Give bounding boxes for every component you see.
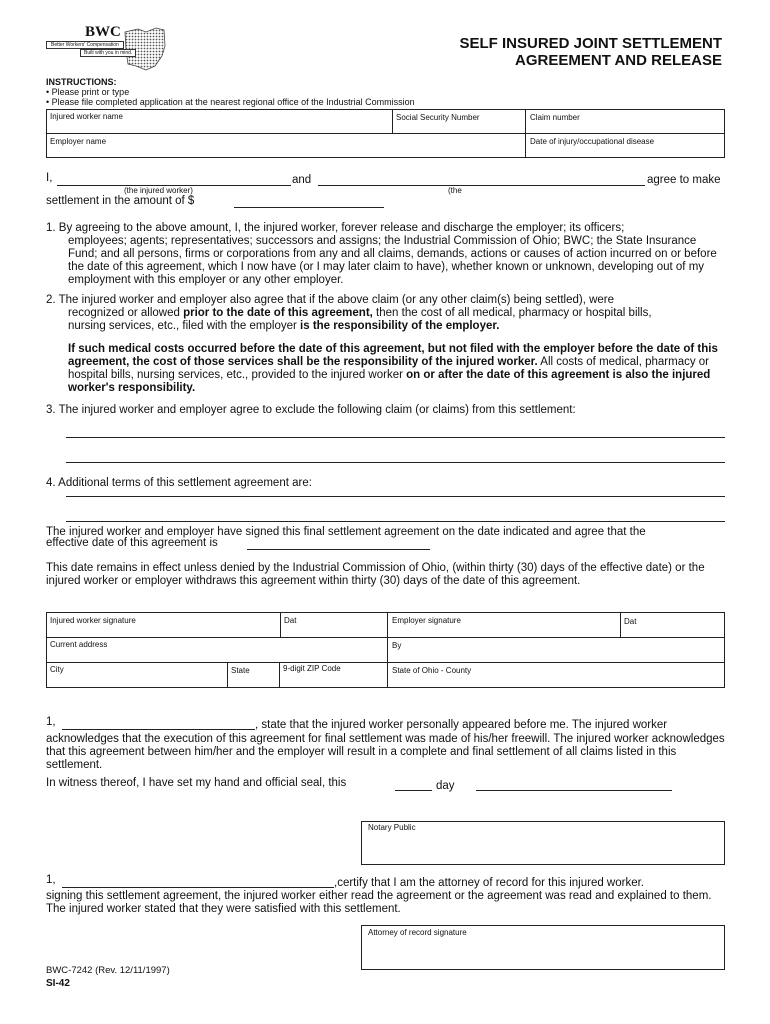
notary-text: acknowledges that the execution of this agreement for final settlement was made of his/her freewill. The injured worker acknowledges that this agreement between him/her and the employer will result in a complete and final settlement of all claims listed in this settlement. [46,733,725,771]
injured-worker-date-field[interactable]: Dat [284,616,297,625]
instruction-item: • Please print or type [46,87,130,97]
city-field[interactable]: City [50,665,64,674]
clause-2-bold: If such medical costs occurred before the date of this agreement, but not filed with the employer before the date of this agreement, the cost of those services shall be the responsibility of the injured worker. [68,343,718,368]
clause-2-text: recognized or allowed [68,307,184,319]
form-number: BWC-7242 (Rev. 12/11/1997) [46,965,170,976]
settlement-amount-label: settlement in the amount of $ [46,195,195,207]
witness-month-blank[interactable] [476,790,672,791]
additional-terms-line[interactable] [66,521,725,522]
attorney-signature-label: Attorney of record signature [368,928,467,937]
logo-tagline-2: Built with you in mind. [80,49,136,57]
notary-one: 1, [46,716,56,728]
claim-number-field[interactable]: Claim number [530,113,580,122]
attorney-name-blank[interactable] [62,887,334,888]
agree-to-make: agree to make [647,174,721,186]
employer-date-field[interactable]: Dat [624,617,637,626]
ssn-field[interactable]: Social Security Number [396,113,480,122]
attorney-certify: ,certify that I am the attorney of record for this injured worker. [334,877,644,889]
clause-2 [46,294,726,395]
witness-day-label: day [436,780,455,792]
effective-date-label: effective date of this agreement is [46,537,218,549]
clause-3: 3. The injured worker and employer agree to exclude the following claim (or claims) from this settlement: [46,404,576,416]
employer-signature-field[interactable]: Employer signature [392,616,461,625]
clause-2-bold: is the responsibility of the employer. [300,320,500,332]
employer-name-field[interactable]: Employer name [50,137,107,146]
agree-i: I, [46,172,53,184]
title-line-1: SELF INSURED JOINT SETTLEMENT [459,35,722,52]
notary-name-blank[interactable] [62,729,255,730]
date-of-injury-field[interactable]: Date of injury/occupational disease [530,137,655,146]
injured-worker-signature-field[interactable]: Injured worker signature [50,616,136,625]
clause-1 [46,222,726,287]
exclude-claim-line[interactable] [66,437,725,438]
logo-brand: BWC [85,24,121,40]
clause-4: 4. Additional terms of this settlement agreement are: [46,477,312,489]
clause-2-text: All costs of medical, pharmacy or hospital bills, nursing services, etc., provided to the injured worker [68,356,710,381]
injured-worker-name-field[interactable]: Injured worker name [50,112,123,121]
instruction-item: • Please file completed application at the nearest regional office of the Industrial Commission [46,97,415,107]
attorney-text: signing this settlement agreement, the injured worker either read the agreement or the agreement was read and explained to them. The injured worker stated that they were satisfied with this settlement. [46,890,712,915]
clause-2-bold: prior to the date of this agreement, [183,307,373,319]
bwc-logo [40,24,170,74]
clause-2-first-line: 2. The injured worker and employer also agree that if the above claim (or any other claim(s) being settled), were [46,294,615,306]
clause-2-bold: on or after the date of this agreement is also the injured worker's responsibility. [68,369,711,394]
zip-code-field[interactable]: 9-digit ZIP Code [283,664,341,673]
attorney-one: 1, [46,874,56,886]
title-line-2: AGREEMENT AND RELEASE [515,52,722,69]
agree-and: and [292,174,312,186]
notary-public-label: Notary Public [368,823,416,832]
injured-worker-caption: (the injured worker) [124,186,193,195]
by-field[interactable]: By [392,641,402,650]
instructions [46,77,415,107]
clause-1-body: employees; agents; representatives; successors and assigns; the Industrial Commission of Ohio; BWC; the State Insurance Fund; and all persons, firms or corporations from any and all claims, demands, actions or causes of action incurred on or before the date of this agreement, which I now have (or I may later claim to have), whether known or unknown, developing out of my employment with this employer or any other employer. [68,235,717,286]
clause-2-text: nursing services, etc., filed with the employer [68,320,301,332]
witness-statement: In witness thereof, I have set my hand and official seal, this [46,777,347,789]
signed-statement: The injured worker and employer have signed this final settlement agreement on the date indicated and agree that the [46,526,646,538]
witness-day-blank[interactable] [395,790,432,791]
instructions-heading: INSTRUCTIONS: [46,77,117,87]
logo-tagline-1: Better Workers' Compensation [46,41,124,49]
effective-date-blank[interactable] [247,549,430,550]
form-code: SI-42 [46,978,70,989]
clause-2-text: then the cost of all medical, pharmacy or hospital bills, [372,307,652,319]
notary-state-that: , state that the injured worker personally appeared before me. The injured worker [255,719,668,731]
exclude-claim-line[interactable] [66,462,725,463]
page-title [400,35,722,69]
additional-terms-line[interactable] [66,496,725,497]
notary-public-box[interactable] [361,821,725,865]
employer-blank[interactable] [318,185,645,186]
date-remains-statement: This date remains in effect unless denied by the Industrial Commission of Ohio, (within thirty (30) days of the effective date) or the injured worker or employer withdraws this agreement within thirty (30) days of the date of this agreement. [46,562,705,587]
state-field[interactable]: State [231,666,250,675]
current-address-field[interactable]: Current address [50,640,108,649]
the-caption: (the [448,186,462,195]
county-field[interactable]: State of Ohio - County [392,666,472,675]
settlement-amount-blank[interactable] [234,207,384,208]
clause-1-first-line: 1. By agreeing to the above amount, I, the injured worker, forever release and discharge the employer; its officers; [46,222,625,234]
